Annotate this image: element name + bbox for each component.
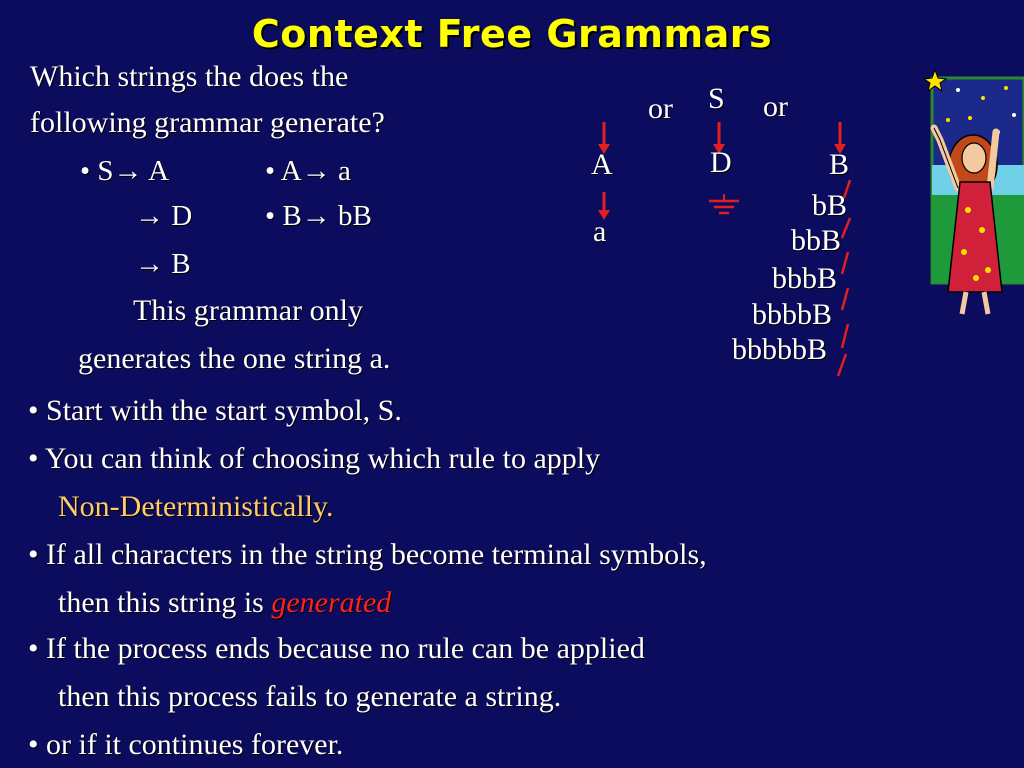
chain-step-5: bbbbB — [752, 298, 833, 331]
question-line-1: Which strings the does the — [30, 60, 349, 93]
generated-prefix: then this string is — [58, 586, 264, 619]
rule-b-to-bb: • B→ bB — [265, 200, 372, 232]
chain-connector — [830, 178, 858, 378]
rule-s-to-b: → B — [135, 248, 191, 280]
girl-with-stars-icon — [918, 70, 1024, 320]
conclusion-line-2: generates the one string a. — [78, 342, 391, 375]
chain-step-3: bbB — [791, 224, 842, 257]
chain-step-1: B — [829, 148, 850, 181]
node-d: D — [710, 146, 732, 179]
question-line-2: following grammar generate? — [30, 106, 385, 139]
or-left: or — [648, 92, 673, 125]
chain-step-4: bbbB — [772, 262, 838, 295]
bullet-no-rule-cont: then this process fails to generate a string. — [58, 680, 562, 713]
chain-step-6: bbbbbB — [732, 333, 828, 366]
bullet-continues-forever: • or if it continues forever. — [28, 728, 344, 761]
bullet-no-rule: • If the process ends because no rule can be applied — [28, 632, 645, 665]
ground-symbol-icon — [706, 194, 742, 218]
or-right: or — [763, 90, 788, 123]
chain-step-2: bB — [812, 189, 848, 222]
bullet-choose-rule-cont: Non-Deterministically. — [58, 490, 334, 523]
bullet-terminal-symbols: • If all characters in the string become terminal symbols, — [28, 538, 707, 571]
node-a-lower: a — [593, 215, 607, 248]
bullet-choose-rule: • You can think of choosing which rule to apply — [28, 442, 601, 475]
rule-a-to-a: • A→ a — [265, 155, 351, 187]
start-symbol: S — [708, 82, 725, 115]
conclusion-line-1: This grammar only — [133, 294, 363, 327]
node-a-upper: A — [591, 148, 613, 181]
bullet-start-symbol: • Start with the start symbol, S. — [28, 394, 402, 427]
generated-emphasis: generated — [271, 586, 392, 619]
rule-s-to-a: • S→ A — [80, 155, 170, 187]
slide-title: Context Free Grammars — [251, 12, 773, 56]
rule-s-to-d: → D — [135, 200, 193, 232]
bullet-terminal-symbols-cont — [58, 586, 391, 620]
